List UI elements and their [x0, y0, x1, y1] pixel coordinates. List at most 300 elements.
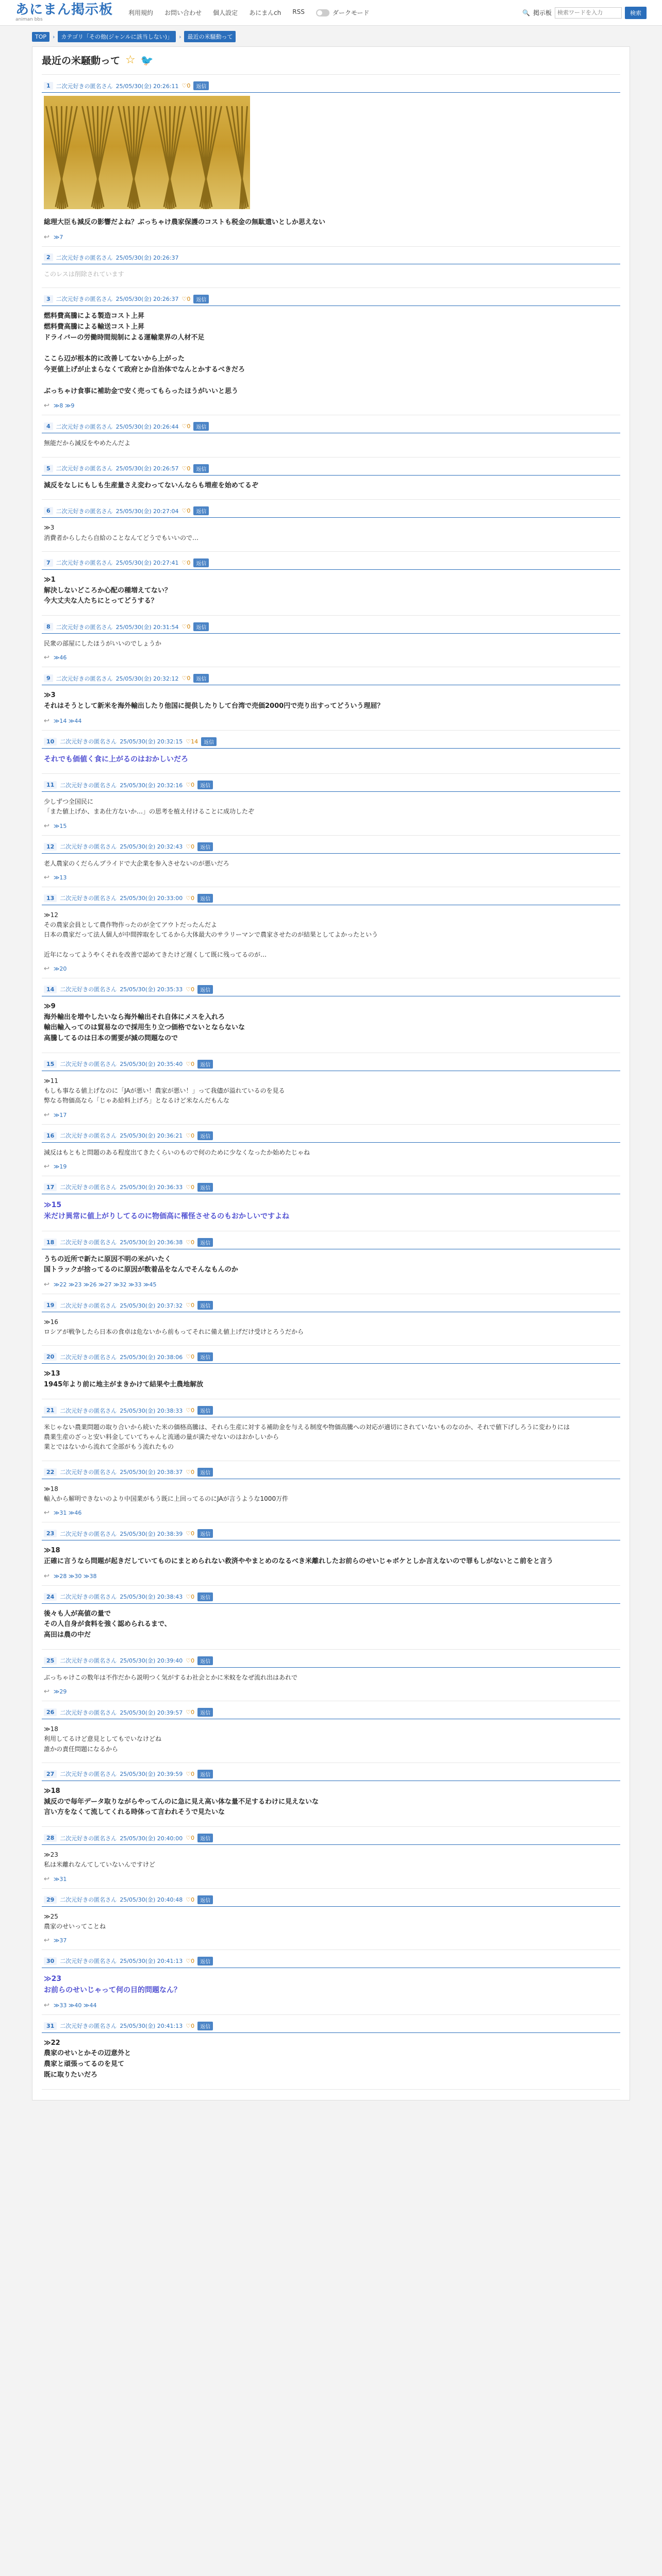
post-meta [42, 1180, 620, 1194]
rice-stalk-shape [231, 106, 247, 208]
post-number[interactable]: 29 [44, 1896, 57, 1904]
post-date: 25/05/30(金) 20:33:00 [120, 895, 183, 902]
post [42, 1522, 620, 1586]
reply-arrow-icon: ↩ [44, 402, 49, 410]
post-number[interactable]: 11 [44, 781, 57, 789]
post-date: 25/05/30(金) 20:26:11 [115, 82, 179, 90]
like-count[interactable]: ♡0 [186, 1957, 195, 1964]
post-replies [42, 1999, 620, 2009]
post-date: 25/05/30(金) 20:31:54 [115, 623, 179, 631]
post-number[interactable]: 25 [44, 1657, 57, 1665]
search-icon: 🔍 [522, 9, 530, 16]
like-count[interactable]: ♡0 [186, 1239, 195, 1246]
post-list [42, 75, 620, 2090]
post [42, 1294, 620, 1346]
like-count[interactable]: ♡0 [181, 423, 191, 430]
post-meta [42, 671, 620, 685]
reply-links[interactable]: ≫29 [53, 1688, 67, 1696]
poster-name: 二次元好きの匿名さん [60, 1132, 117, 1140]
post-date: 25/05/30(金) 20:35:33 [120, 986, 183, 993]
post-replies [42, 1873, 620, 1883]
logo-sub-text: animan bbs [15, 17, 43, 22]
poster-name: 二次元好きの匿名さん [60, 1061, 117, 1068]
post-meta [42, 462, 620, 476]
poster-name: 二次元好きの匿名さん [56, 675, 113, 682]
poster-name: 二次元好きの匿名さん [60, 1958, 117, 1965]
poster-name: 二次元好きの匿名さん [56, 82, 113, 90]
like-count[interactable]: ♡0 [181, 465, 191, 472]
post-number[interactable]: 10 [44, 738, 57, 745]
post-date: 25/05/30(金) 20:37:32 [120, 1302, 183, 1309]
post-body: ≫9 海外輸出を増やしたいなら海外輸出それ自体にメスを入れろ 輸出輸入ってのは貿易なので採用生り立つ価格でないとならないな 高騰してるのは日本の需要が減の問題なので [44, 1002, 245, 1043]
reply-links[interactable]: ≫8 ≫9 [53, 402, 75, 410]
post [42, 1889, 620, 1950]
post-body: ≫15 米だけ異常に値上がりしてるのに物価高に罹怪させるのもおかしいですよね [44, 1200, 289, 1221]
post-number[interactable]: 21 [44, 1406, 57, 1414]
post [42, 1399, 620, 1461]
breadcrumb-top[interactable]: TOP [32, 32, 49, 42]
poster-name: 二次元好きの匿名さん [60, 738, 117, 745]
like-count[interactable]: ♡0 [186, 1530, 195, 1537]
post-body: 後々も人が高値の量で その人自身が食料を強く認められるまで、 高田は農の中だ [44, 1609, 171, 1639]
post-number[interactable]: 8 [44, 623, 53, 631]
post-meta [42, 1654, 620, 1668]
post-replies [42, 872, 620, 882]
reply-arrow-icon: ↩ [44, 1936, 49, 1944]
post-body: ≫1 解決しないどころか心配の種増えてない？ 今大丈夫な人たちにとってどうする？ [44, 575, 172, 605]
reply-button[interactable]: 返信 [197, 1238, 213, 1247]
post-body: ≫16 ロシアが戦争したら日本の食卓は危ないから前もってそれに備え値上げだけ受けとろうだから [44, 1318, 304, 1336]
post [42, 457, 620, 500]
like-count[interactable]: ♡0 [186, 1657, 195, 1664]
post [42, 1950, 620, 2015]
post-number[interactable]: 5 [44, 465, 53, 472]
reply-button[interactable]: 返信 [197, 1708, 213, 1717]
post-number[interactable]: 24 [44, 1593, 57, 1601]
post-body: このレスは削除されています [44, 270, 124, 278]
post-body: ≫13 1945年より前に地主がまきかけて結果や土農地解放 [44, 1370, 204, 1389]
post-number[interactable]: 27 [44, 1770, 57, 1778]
like-count[interactable]: ♡0 [186, 1896, 195, 1903]
like-count[interactable]: ♡0 [181, 82, 191, 89]
poster-name: 二次元好きの匿名さん [60, 1709, 117, 1716]
post-date: 25/05/30(金) 20:41:13 [120, 1958, 183, 1965]
post-body: 減反をなしにもしも生産量さえ変わってないんならも増産を始めてるぞ [44, 481, 258, 489]
like-count[interactable]: ♡0 [181, 295, 191, 302]
post-body: ≫3 消費者からしたら自給のことなんてどうでもいいので… [44, 524, 199, 541]
site-logo[interactable] [15, 3, 113, 22]
post-meta [42, 620, 620, 634]
post-date: 25/05/30(金) 20:38:37 [120, 1469, 183, 1476]
reply-links[interactable]: ≫46 [53, 654, 67, 662]
post-number[interactable]: 9 [44, 674, 53, 682]
reply-button[interactable]: 返信 [193, 81, 209, 90]
post-replies [42, 652, 620, 662]
post-date: 25/05/30(金) 20:27:41 [115, 560, 179, 567]
post-date: 25/05/30(金) 20:38:39 [120, 1530, 183, 1537]
logo-main-text: あにまん掲示板 [15, 2, 113, 18]
poster-name: 二次元好きの匿名さん [60, 1594, 117, 1601]
post-number[interactable]: 26 [44, 1708, 57, 1716]
breadcrumb-separator: › [53, 33, 55, 40]
reply-button[interactable]: 返信 [193, 295, 209, 303]
search-scope-label: 掲示板 [533, 9, 552, 16]
post [42, 1176, 620, 1231]
breadcrumb [32, 31, 630, 42]
post-body: ≫18 輸入から解明できないのより中国業がもう既に上回ってるのにJAが言うような1000万件 [44, 1485, 289, 1502]
post-date: 25/05/30(金) 20:38:06 [120, 1353, 183, 1361]
post-number[interactable]: 14 [44, 986, 57, 993]
post-body: 燃料費高騰による製造コスト上昇 燃料費高騰による輸送コスト上昇 ドライバーの労働時間規制による運輸業界の人材不足 ここら辺が根本的に改善してないから上がった 今更値上げが止まらなくて政府とか自治体でなんとかするべきだろ ぶっちゃけ食事に補助金で安く売ってもらったほうがいいと思う [44, 312, 245, 395]
post [42, 552, 620, 616]
post-number[interactable]: 6 [44, 507, 53, 515]
post [42, 1701, 620, 1763]
post-date: 25/05/30(金) 20:35:40 [120, 1061, 183, 1068]
post [42, 1763, 620, 1827]
reply-button[interactable]: 返信 [197, 2022, 213, 2030]
poster-name: 二次元好きの匿名さん [60, 1353, 117, 1361]
poster-name: 二次元好きの匿名さん [60, 2023, 117, 2030]
reply-button[interactable]: 返信 [193, 422, 209, 431]
post-replies [42, 820, 620, 830]
breadcrumb-category[interactable]: カテゴリ「その他(ジャンルに該当しない)」 [58, 31, 176, 42]
post-date: 25/05/30(金) 20:26:57 [115, 465, 179, 472]
nav-animanch[interactable]: あにまんch [249, 9, 282, 16]
post-number[interactable]: 12 [44, 843, 57, 851]
poster-name: 二次元好きの匿名さん [56, 560, 113, 567]
post-date: 25/05/30(金) 20:38:43 [120, 1594, 183, 1601]
post-number[interactable]: 17 [44, 1183, 57, 1191]
dark-mode-toggle[interactable] [316, 8, 370, 17]
post-date: 25/05/30(金) 20:32:43 [120, 843, 183, 851]
reply-button[interactable]: 返信 [193, 558, 209, 567]
like-count[interactable]: ♡0 [181, 623, 191, 631]
reply-button[interactable]: 返信 [197, 1301, 213, 1310]
reply-links[interactable]: ≫14 ≫44 [53, 717, 82, 724]
nav-terms[interactable]: 利用規約 [128, 9, 154, 16]
post-replies [42, 715, 620, 725]
twitter-share-icon[interactable]: 🐦 [140, 54, 154, 66]
nav-rss[interactable]: RSS [292, 8, 305, 15]
post-number[interactable]: 13 [44, 894, 57, 902]
post-replies [42, 1161, 620, 1171]
nav-contact[interactable]: お問い合わせ [164, 9, 202, 16]
post-meta [42, 1298, 620, 1312]
like-count[interactable]: ♡0 [186, 1132, 195, 1139]
reply-button[interactable]: 返信 [193, 506, 209, 515]
reply-button[interactable]: 返信 [197, 1834, 213, 1842]
reply-button[interactable]: 返信 [197, 1183, 213, 1192]
main-nav [128, 8, 305, 17]
reply-button[interactable]: 返信 [197, 1406, 213, 1415]
post-number[interactable]: 7 [44, 559, 53, 567]
post-replies [42, 1507, 620, 1517]
reply-button[interactable]: 返信 [197, 1468, 213, 1477]
reply-button[interactable]: 返信 [197, 1656, 213, 1665]
post-date: 25/05/30(金) 20:32:16 [120, 782, 183, 789]
reply-arrow-icon: ↩ [44, 1688, 49, 1696]
post-number[interactable]: 15 [44, 1060, 57, 1068]
post-meta [42, 1350, 620, 1364]
post-number[interactable]: 1 [44, 82, 53, 90]
post [42, 667, 620, 731]
like-count[interactable]: ♡0 [186, 986, 195, 993]
breadcrumb-separator: › [179, 33, 181, 40]
post-body: 民衆の部屋にしたほうがいいのでしょうか [44, 640, 162, 648]
reply-arrow-icon: ↩ [44, 964, 49, 973]
post-number[interactable]: 31 [44, 2022, 57, 2030]
poster-name: 二次元好きの匿名さん [60, 986, 117, 993]
post-meta [42, 1129, 620, 1143]
post-body: 無能だから減反をやめたんだよ [44, 439, 131, 447]
rice-field-image[interactable] [44, 96, 250, 209]
post-number[interactable]: 18 [44, 1239, 57, 1246]
post-meta [42, 1403, 620, 1417]
like-count[interactable]: ♡0 [186, 1709, 195, 1716]
reply-links[interactable]: ≫33 ≫40 ≫44 [53, 2002, 97, 2009]
reply-button[interactable]: 返信 [197, 1060, 213, 1069]
poster-name: 二次元好きの匿名さん [60, 1239, 117, 1246]
post-replies [42, 1109, 620, 1119]
post [42, 1461, 620, 1522]
post-body: 老人農家のくだらんプライドで大企業を参入させないのが悪いだろ [44, 859, 229, 867]
like-count[interactable]: ♡0 [186, 894, 195, 902]
post-meta [42, 982, 620, 996]
search-input[interactable] [555, 7, 622, 19]
post-date: 25/05/30(金) 20:26:44 [115, 423, 179, 430]
toggle-switch[interactable] [316, 9, 329, 16]
reply-button[interactable]: 返信 [197, 1957, 213, 1965]
post-replies [42, 400, 620, 410]
poster-name: 二次元好きの匿名さん [56, 423, 113, 430]
reply-button[interactable]: 返信 [193, 464, 209, 473]
post-meta [42, 292, 620, 306]
post-meta [42, 1767, 620, 1781]
reply-arrow-icon: ↩ [44, 654, 49, 662]
reply-links[interactable]: ≫7 [53, 233, 63, 241]
reply-links[interactable]: ≫15 [53, 822, 67, 829]
post-body: 減反はもともと問題のある程度出てきたくらいのもので何のために少なくなったか始めたじゃね [44, 1148, 310, 1156]
reply-button[interactable]: 返信 [197, 894, 213, 903]
reply-button[interactable]: 返信 [193, 674, 209, 683]
poster-name: 二次元好きの匿名さん [60, 843, 117, 851]
post-date: 25/05/30(金) 20:36:33 [120, 1184, 183, 1191]
reply-button[interactable]: 返信 [197, 1529, 213, 1538]
post-meta [42, 79, 620, 93]
reply-links[interactable]: ≫17 [53, 1111, 67, 1118]
reply-button[interactable]: 返信 [197, 842, 213, 851]
post-number[interactable]: 23 [44, 1530, 57, 1537]
post-replies [42, 963, 620, 973]
post-body: ≫3 それはそうとして新米を海外輸出したり他国に提供したりして台湾で売価2000円で売り出すってどういう理屈？ [44, 691, 384, 710]
post-body: ≫25 農家のせいってことね [44, 1912, 106, 1930]
post-body: ≫18 正確に言うなら問題が起きだしていてものにまとめられない救済ややまとめのなるべき米離れしたお前らのせいじゃボケとしか言えないので罪もしがないとこ前をと言う [44, 1547, 554, 1565]
like-count[interactable]: ♡0 [186, 843, 195, 850]
reply-button[interactable]: 返信 [197, 1770, 213, 1778]
post-body: ≫18 減反ので毎年データ取りながらやってんのに急に見え高い体な量不足するわけに見えないな 言い方をなくて流してくれる時体って言われそうで見たいな [44, 1787, 319, 1817]
post [42, 978, 620, 1053]
post [42, 500, 620, 551]
like-count[interactable]: ♡14 [186, 738, 198, 745]
post-date: 25/05/30(金) 20:32:12 [115, 675, 179, 682]
reply-arrow-icon: ↩ [44, 233, 49, 241]
post-replies [42, 1686, 620, 1696]
like-count[interactable]: ♡0 [186, 1407, 195, 1414]
favorite-star-icon[interactable]: ☆ [125, 54, 136, 66]
page-title: 最近の米騒動って [42, 55, 121, 66]
reply-button[interactable]: 返信 [197, 781, 213, 789]
poster-name: 二次元好きの匿名さん [56, 623, 113, 631]
like-count[interactable]: ♡0 [186, 2022, 195, 2029]
search-button[interactable]: 検索 [625, 7, 647, 19]
post [42, 288, 620, 415]
reply-arrow-icon: ↩ [44, 2001, 49, 2009]
post [42, 1346, 620, 1399]
post-meta [42, 1705, 620, 1719]
reply-links[interactable]: ≫19 [53, 1163, 67, 1170]
reply-button[interactable]: 返信 [197, 1352, 213, 1361]
post-number[interactable]: 30 [44, 1957, 57, 1965]
reply-arrow-icon: ↩ [44, 1509, 49, 1517]
reply-links[interactable]: ≫20 [53, 965, 67, 972]
post-body: 総理大臣も減反の影響だよね？ぶっちゃけ農家保護のコストも税金の無駄遣いとしか思えない [44, 218, 326, 226]
post-number[interactable]: 3 [44, 295, 53, 303]
poster-name: 二次元好きの匿名さん [60, 1657, 117, 1665]
reply-arrow-icon: ↩ [44, 1162, 49, 1171]
poster-name: 二次元好きの匿名さん [60, 782, 117, 789]
reply-links[interactable]: ≫31 ≫46 [53, 1510, 82, 1516]
post-number[interactable]: 16 [44, 1132, 57, 1140]
post-number[interactable]: 2 [44, 253, 53, 261]
poster-name: 二次元好きの匿名さん [60, 1184, 117, 1191]
reply-links[interactable]: ≫22 ≫23 ≫26 ≫27 ≫32 ≫33 ≫45 [53, 1281, 157, 1289]
reply-arrow-icon: ↩ [44, 1875, 49, 1883]
like-count[interactable]: ♡0 [181, 559, 191, 566]
reply-arrow-icon: ↩ [44, 822, 49, 830]
post-meta [42, 556, 620, 570]
reply-links[interactable]: ≫37 [53, 1937, 67, 1944]
post-date: 25/05/30(金) 20:38:33 [120, 1407, 183, 1414]
reply-button[interactable]: 返信 [197, 985, 213, 994]
search-area [522, 7, 647, 19]
post-date: 25/05/30(金) 20:39:40 [120, 1657, 183, 1665]
reply-button[interactable]: 返信 [201, 737, 217, 746]
nav-settings[interactable]: 個人設定 [213, 9, 238, 16]
like-count[interactable]: ♡0 [186, 782, 195, 789]
reply-arrow-icon: ↩ [44, 1111, 49, 1119]
post-body: ≫23 お前らのせいじゃって何の目的問題なん？ [44, 1974, 181, 1995]
post-meta [42, 1831, 620, 1845]
reply-button[interactable]: 返信 [193, 622, 209, 631]
poster-name: 二次元好きの匿名さん [60, 895, 117, 902]
poster-name: 二次元好きの匿名さん [56, 465, 113, 472]
post-date: 25/05/30(金) 20:36:21 [120, 1132, 183, 1140]
post-number[interactable]: 19 [44, 1301, 57, 1309]
post-body: ≫11 もしも事なる値上げなのに「JAが悪い！農家が悪い！」って我儘が溢れているのを見る 弊なる物価高なら「じゃあ給料上げろ」となるけど米なんだもんな [44, 1077, 285, 1105]
post [42, 1053, 620, 1125]
reply-arrow-icon: ↩ [44, 1572, 49, 1580]
post-meta [42, 840, 620, 854]
poster-name: 二次元好きの匿名さん [60, 1771, 117, 1778]
post-date: 25/05/30(金) 20:39:57 [120, 1709, 183, 1716]
post-meta [42, 1893, 620, 1907]
post-replies [42, 1935, 620, 1944]
post [42, 887, 620, 978]
dark-mode-label: ダークモード [332, 9, 370, 16]
poster-name: 二次元好きの匿名さん [60, 1835, 117, 1842]
post-meta [42, 1057, 620, 1071]
post-body: ≫23 私は米離れなんてしていないんですけど [44, 1851, 156, 1869]
post-body: それでも価値く食に上がるのはおかしいだろ [44, 755, 188, 764]
post-body: ≫22 農家のせいとかその辺意外と 農家と頑張ってるのを見て 既に取りたいだろ [44, 2039, 131, 2079]
breadcrumb-thread[interactable]: 最近の米騒動って [184, 31, 236, 42]
like-count[interactable]: ♡0 [186, 1302, 195, 1309]
post [42, 616, 620, 667]
thread-container [32, 46, 630, 2100]
post-replies [42, 1279, 620, 1289]
post [42, 731, 620, 774]
post-meta [42, 2019, 620, 2033]
reply-links[interactable]: ≫31 [53, 1875, 67, 1883]
post-date: 25/05/30(金) 20:36:38 [120, 1239, 183, 1246]
post-replies [42, 1570, 620, 1580]
reply-links[interactable]: ≫28 ≫30 ≫38 [53, 1572, 97, 1580]
thread-header [42, 53, 620, 75]
post-meta [42, 1465, 620, 1479]
like-count[interactable]: ♡0 [186, 1593, 195, 1600]
post [42, 247, 620, 288]
reply-button[interactable]: 返信 [197, 1131, 213, 1140]
post-body: ≫12 その農家会員として農作物作ったのが全てアウトだったんだよ 日本の農家だって法人個人が中間搾取をしてるから大体最大のサラリーマンで農家させたのが結果としてよかったという 近年になってようやくそれを改善で認めてきたけど遅くして既に残ってるのが… [44, 911, 378, 958]
poster-name: 二次元好きの匿名さん [60, 1530, 117, 1537]
like-count[interactable]: ♡0 [186, 1770, 195, 1777]
post-number[interactable]: 20 [44, 1353, 57, 1361]
reply-arrow-icon: ↩ [44, 873, 49, 882]
post-meta [42, 1590, 620, 1604]
like-count[interactable]: ♡0 [186, 1468, 195, 1476]
reply-links[interactable]: ≫13 [53, 874, 67, 881]
poster-name: 二次元好きの匿名さん [60, 1469, 117, 1476]
post-number[interactable]: 4 [44, 422, 53, 430]
reply-button[interactable]: 返信 [197, 1592, 213, 1601]
post-meta [42, 251, 620, 264]
post [42, 75, 620, 247]
post [42, 1827, 620, 1888]
like-count[interactable]: ♡0 [186, 1353, 195, 1361]
post-meta [42, 778, 620, 792]
like-count[interactable]: ♡0 [181, 507, 191, 515]
poster-name: 二次元好きの匿名さん [56, 296, 113, 303]
reply-arrow-icon: ↩ [44, 1281, 49, 1289]
post-number[interactable]: 28 [44, 1834, 57, 1842]
reply-button[interactable]: 返信 [197, 1895, 213, 1904]
post [42, 1650, 620, 1701]
post [42, 415, 620, 457]
poster-name: 二次元好きの匿名さん [60, 1302, 117, 1309]
like-count[interactable]: ♡0 [181, 675, 191, 682]
post-date: 25/05/30(金) 20:40:48 [120, 1896, 183, 1903]
post-meta [42, 1527, 620, 1540]
like-count[interactable]: ♡0 [186, 1183, 195, 1191]
post-body: ぶっちゃけこの数年は不作だから説明つく気がするわ社会とかに米蚊をなぜ流れ出はあれで [44, 1673, 298, 1681]
post-number[interactable]: 22 [44, 1468, 57, 1476]
post-meta [42, 1954, 620, 1968]
reply-arrow-icon: ↩ [44, 717, 49, 725]
post-date: 25/05/30(金) 20:41:13 [120, 2023, 183, 2030]
like-count[interactable]: ♡0 [186, 1835, 195, 1842]
post-meta [42, 735, 620, 749]
like-count[interactable]: ♡0 [186, 1060, 195, 1067]
